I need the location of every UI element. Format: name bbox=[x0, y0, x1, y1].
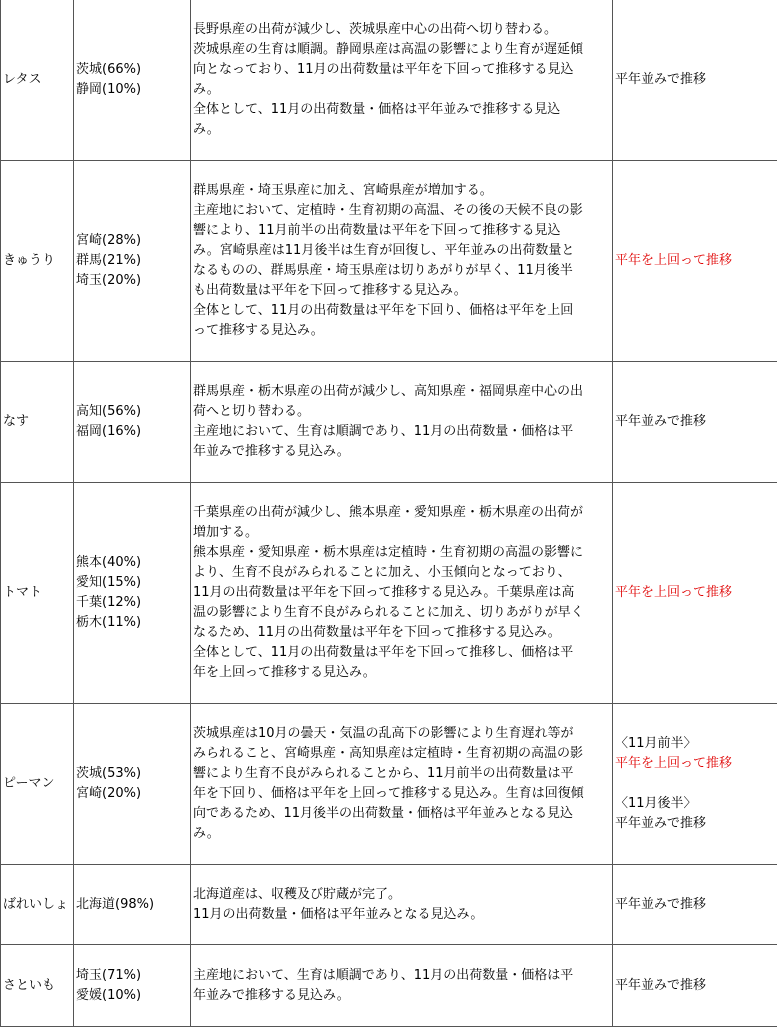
detail-line: み。宮崎県産は11月後半は生育が回復し、平年並みの出荷数量と bbox=[193, 243, 575, 258]
period-label-second-half: 〈11月後半〉 bbox=[615, 796, 697, 811]
price-outlook bbox=[613, 704, 777, 865]
price-outlook: 平年を上回って推移 bbox=[613, 483, 777, 704]
detail-line: 響により生育不良がみられることから、11月前半の出荷数量は平 bbox=[193, 766, 574, 781]
detail-line: 響により、11月前半の出荷数量は平年を下回って推移する見込 bbox=[193, 223, 561, 238]
detail-line: 主産地において、生育は順調であり、11月の出荷数量・価格は平 bbox=[193, 424, 574, 439]
outlook-detail bbox=[191, 161, 613, 362]
item-name: ばれいしょ bbox=[1, 865, 74, 945]
region: 高知(56%) bbox=[76, 404, 142, 419]
region: 北海道(98%) bbox=[76, 896, 155, 912]
spacer bbox=[615, 774, 777, 794]
region: 愛媛(10%) bbox=[76, 987, 142, 1003]
price-outlook: 平年並みで推移 bbox=[613, 362, 777, 483]
detail-line: なるため、11月の出荷数量は平年を下回って推移する見込み。 bbox=[193, 625, 561, 640]
table-row-lettuce bbox=[1, 0, 777, 161]
outlook-detail bbox=[191, 865, 613, 945]
detail-line: 11月の出荷数量・価格は平年並みとなる見込み。 bbox=[193, 906, 484, 922]
production-regions bbox=[74, 362, 191, 483]
detail-line: 年並みで推移する見込み。 bbox=[193, 987, 350, 1003]
outlook-detail bbox=[191, 483, 613, 704]
detail-line: 長野県産の出荷が減少し、茨城県産中心の出荷へ切り替わる。 bbox=[193, 21, 558, 37]
detail-line: 荷へと切り替わる。 bbox=[193, 404, 311, 419]
detail-line: 主産地において、定植時・生育初期の高温、その後の天候不良の影 bbox=[193, 203, 583, 218]
region: 千葉(12%) bbox=[76, 595, 142, 610]
detail-line: って推移する見込み。 bbox=[193, 323, 324, 338]
detail-line: 群馬県産・栃木県産の出荷が減少し、高知県産・福岡県産中心の出 bbox=[193, 384, 584, 399]
production-regions bbox=[74, 945, 191, 1027]
region: 愛知(15%) bbox=[76, 575, 142, 590]
detail-line: 熊本県産・愛知県産・栃木県産は定植時・生育初期の高温の影響に bbox=[193, 545, 584, 560]
region: 群馬(21%) bbox=[76, 253, 142, 268]
table-row-eggplant bbox=[1, 362, 777, 483]
detail-line: 全体として、11月の出荷数量は平年を下回り、価格は平年を上回 bbox=[193, 303, 574, 318]
detail-line: 増加する。 bbox=[193, 525, 259, 540]
price-outlook: 平年を上回って推移 bbox=[613, 161, 777, 362]
detail-line: 向となっており、11月の出荷数量は平年を下回って推移する見込 bbox=[193, 61, 574, 77]
table-row-green-pepper bbox=[1, 704, 777, 865]
region: 静岡(10%) bbox=[76, 81, 142, 97]
detail-line: みられること、宮崎県産・高知県産は定植時・生育初期の高温の影 bbox=[193, 746, 584, 761]
period-label-first-half: 〈11月前半〉 bbox=[615, 736, 697, 751]
table-row-taro bbox=[1, 945, 777, 1027]
detail-line: 主産地において、生育は順調であり、11月の出荷数量・価格は平 bbox=[193, 967, 574, 983]
region: 茨城(53%) bbox=[76, 766, 142, 781]
detail-line: 年を下回り、価格は平年を上回って推移する見込み。生育は回復傾 bbox=[193, 786, 584, 801]
production-regions bbox=[74, 704, 191, 865]
outlook-detail bbox=[191, 704, 613, 865]
detail-line: み。 bbox=[193, 81, 220, 97]
region: 埼玉(20%) bbox=[76, 273, 142, 288]
region: 宮崎(20%) bbox=[76, 786, 142, 801]
region: 栃木(11%) bbox=[76, 615, 142, 630]
outlook-detail bbox=[191, 945, 613, 1027]
region: 宮崎(28%) bbox=[76, 233, 142, 248]
detail-line: 年並みで推移する見込み。 bbox=[193, 444, 350, 459]
detail-line: み。 bbox=[193, 121, 220, 137]
table-row-tomato bbox=[1, 483, 777, 704]
detail-line: 千葉県産の出荷が減少し、熊本県産・愛知県産・栃木県産の出荷が bbox=[193, 505, 584, 520]
item-name: ピーマン bbox=[1, 704, 74, 865]
production-regions bbox=[74, 0, 191, 161]
region: 熊本(40%) bbox=[76, 555, 142, 570]
region: 茨城(66%) bbox=[76, 61, 142, 77]
detail-line: なるものの、群馬県産・埼玉県産は切りあがりが早く、11月後半 bbox=[193, 263, 573, 278]
outlook-detail bbox=[191, 0, 613, 161]
detail-line: 温の影響により生育不良がみられることに加え、切りあがりが早く bbox=[193, 605, 584, 620]
region: 埼玉(71%) bbox=[76, 967, 142, 983]
item-name: きゅうり bbox=[1, 161, 74, 362]
detail-line: 全体として、11月の出荷数量・価格は平年並みで推移する見込 bbox=[193, 101, 561, 117]
table-row-cucumber bbox=[1, 161, 777, 362]
detail-line: 年を上回って推移する見込み。 bbox=[193, 665, 376, 680]
production-regions bbox=[74, 161, 191, 362]
item-name: さといも bbox=[1, 945, 74, 1027]
price-second-half: 平年並みで推移 bbox=[615, 816, 707, 831]
price-first-half: 平年を上回って推移 bbox=[615, 756, 733, 771]
region: 福岡(16%) bbox=[76, 424, 142, 439]
detail-line: も出荷数量は平年を下回って推移する見込み。 bbox=[193, 283, 467, 298]
item-name: なす bbox=[1, 362, 74, 483]
outlook-detail bbox=[191, 362, 613, 483]
detail-line: 北海道産は、収穫及び貯蔵が完了。 bbox=[193, 886, 402, 902]
detail-line: 茨城県産の生育は順調。静岡県産は高温の影響により生育が遅延傾 bbox=[193, 41, 584, 57]
production-regions bbox=[74, 865, 191, 945]
detail-line: より、生育不良がみられることに加え、小玉傾向となっており、 bbox=[193, 565, 571, 580]
detail-line: み。 bbox=[193, 826, 220, 841]
detail-line: 全体として、11月の出荷数量は平年を下回って推移し、価格は平 bbox=[193, 645, 574, 660]
price-outlook: 平年並みで推移 bbox=[613, 0, 777, 161]
table-row-potato bbox=[1, 865, 777, 945]
production-regions bbox=[74, 483, 191, 704]
price-outlook: 平年並みで推移 bbox=[613, 945, 777, 1027]
detail-line: 茨城県産は10月の曇天・気温の乱高下の影響により生育遅れ等が bbox=[193, 726, 574, 741]
detail-line: 向であるため、11月後半の出荷数量・価格は平年並みとなる見込 bbox=[193, 806, 574, 821]
item-name: レタス bbox=[1, 0, 74, 161]
price-outlook: 平年並みで推移 bbox=[613, 865, 777, 945]
detail-line: 群馬県産・埼玉県産に加え、宮崎県産が増加する。 bbox=[193, 183, 493, 198]
detail-line: 11月の出荷数量は平年を下回って推移する見込み。千葉県産は高 bbox=[193, 585, 575, 600]
item-name: トマト bbox=[1, 483, 74, 704]
